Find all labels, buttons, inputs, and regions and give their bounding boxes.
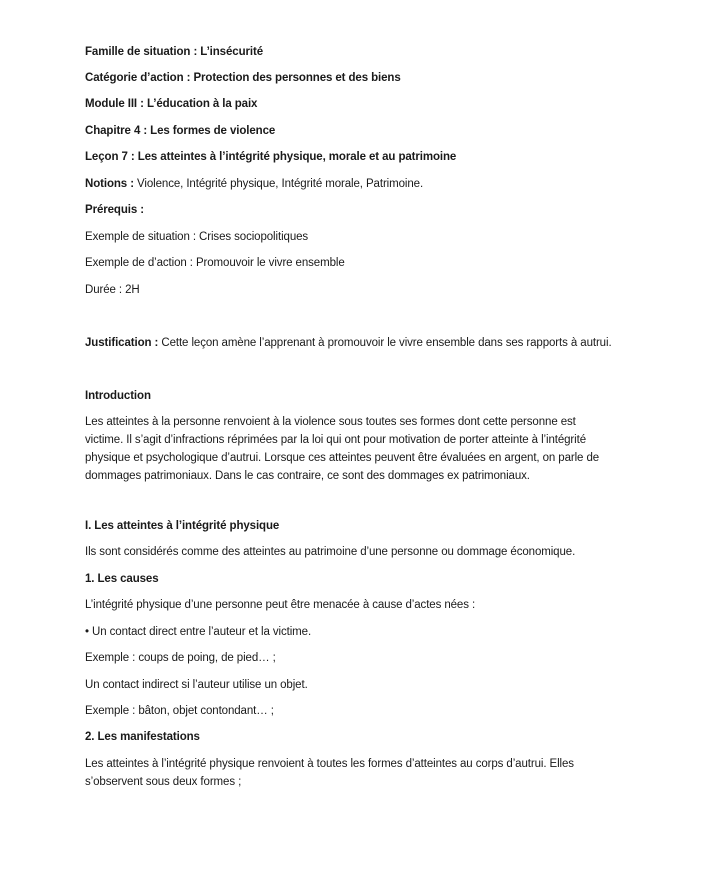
introduction-line-4: dommages patrimoniaux. Dans le cas contraire, ce sont des dommages ex patrimoniaux. <box>85 470 530 482</box>
manifestations-title: 2. Les manifestations <box>85 731 200 743</box>
categorie-value: Protection des personnes et des biens <box>193 72 401 84</box>
duree: Durée : 2H <box>85 284 140 296</box>
section1-title: I. Les atteintes à l’intégrité physique <box>85 520 280 532</box>
causes-title: 1. Les causes <box>85 573 159 585</box>
lecon-value: Les atteintes à l’intégrité physique, morale et au patrimoine <box>137 151 457 163</box>
prerequis-label: Prérequis : <box>85 204 144 216</box>
module-label: Module III : <box>85 98 147 110</box>
chapitre-label: Chapitre 4 : <box>85 125 151 137</box>
causes-intro: L’intégrité physique d’une personne peut être menacée à cause d’actes nées : <box>85 599 476 611</box>
causes-example-2: Exemple : bâton, objet contondant… ; <box>85 705 274 717</box>
notions-line <box>85 179 423 191</box>
categorie-label: Catégorie d’action : <box>85 72 194 84</box>
section1-intro: Ils sont considérés comme des atteintes au patrimoine d’une personne ou dommage économique. <box>85 546 576 558</box>
causes-indirect: Un contact indirect si l’auteur utilise un objet. <box>85 679 308 691</box>
introduction-title: Introduction <box>85 390 151 402</box>
justification-line <box>85 338 612 350</box>
famille-label: Famille de situation : <box>85 46 201 58</box>
introduction-line-2: victime. Il s’agit d’infractions réprimées par la loi qui ont pour motivation de porter atteinte à l’intégrité <box>85 434 586 446</box>
lecon-label: Leçon 7 : <box>85 151 138 163</box>
module-line <box>85 99 257 111</box>
causes-bullet: • Un contact direct entre l’auteur et la victime. <box>85 626 312 638</box>
famille-value: L’insécurité <box>200 46 263 58</box>
causes-example-1: Exemple : coups de poing, de pied… ; <box>85 652 276 664</box>
introduction-line-3: physique et psychologique d’autrui. Lorsque ces atteintes peuvent être évaluées en argent, on parle de <box>85 452 600 464</box>
chapitre-value: Les formes de violence <box>150 125 276 137</box>
manifestations-line-1: Les atteintes à l’intégrité physique renvoient à toutes les formes d’atteintes au corps d’autrui. Elles <box>85 758 574 770</box>
exemple-situation: Exemple de situation : Crises sociopolitiques <box>85 231 309 243</box>
chapitre-line <box>85 126 275 138</box>
introduction-line-1: Les atteintes à la personne renvoient à la violence sous toutes ses formes dont cette personne est <box>85 416 576 428</box>
notions-value: Violence, Intégrité physique, Intégrité morale, Patrimoine. <box>137 178 424 190</box>
manifestations-line-2: s’observent sous deux formes ; <box>85 776 242 788</box>
exemple-action: Exemple de d’action : Promouvoir le vivre ensemble <box>85 257 345 269</box>
module-value: L’éducation à la paix <box>146 98 258 110</box>
justification-text: Cette leçon amène l’apprenant à promouvoir le vivre ensemble dans ses rapports à autrui. <box>161 337 612 349</box>
notions-label: Notions : <box>85 178 138 190</box>
famille-line <box>85 47 263 59</box>
lecon-line <box>85 152 456 164</box>
categorie-line <box>85 73 401 85</box>
justification-label: Justification : <box>85 337 162 349</box>
